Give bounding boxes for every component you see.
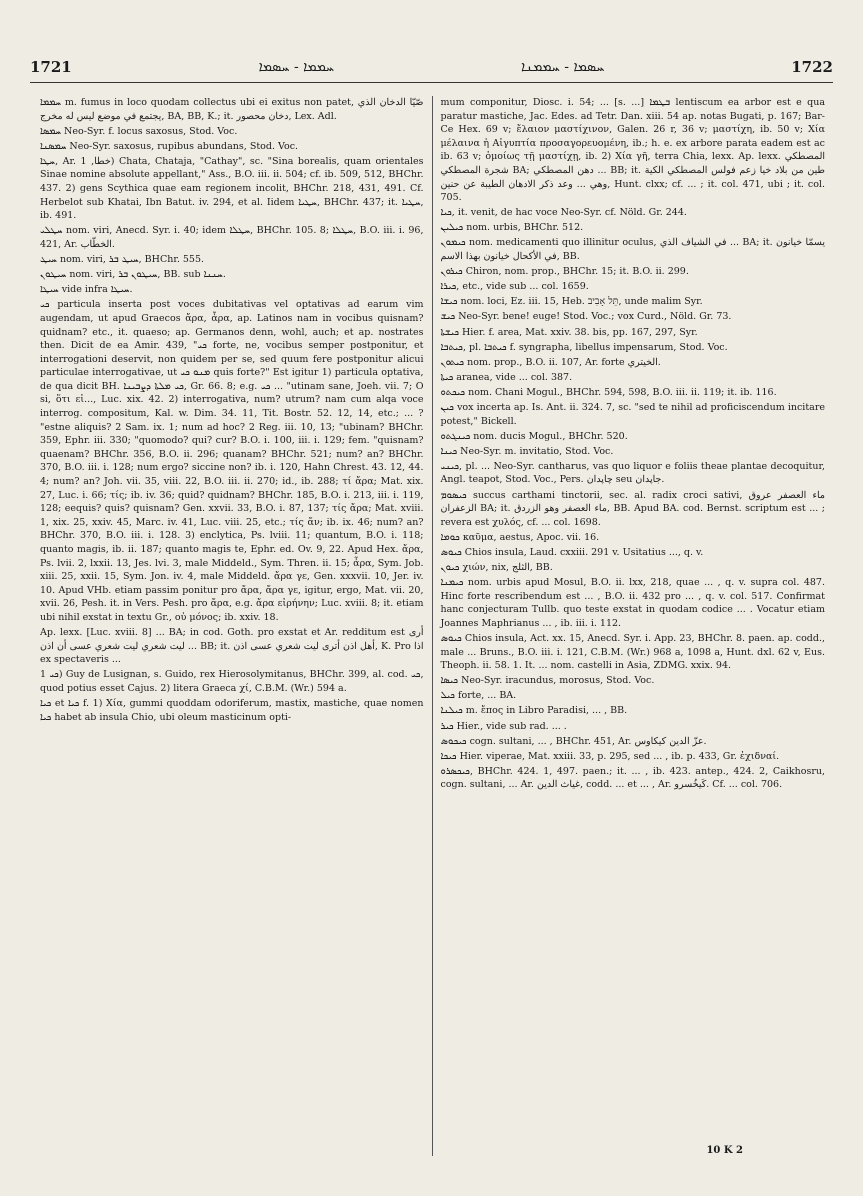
dictionary-entry: ܚܡܡܐ m. fumus in loco quodam collectus ubi ei exitus non patet, صّيّا الدخان الذي يجتمع في موضع ليس له مخرج, BA, BB, K.; it. دخان محصور, Lex. Adl. [40,97,424,122]
dictionary-entry: ܟܝܘܣ Chios insula, Laud. cxxiii. 291 v. Usitatius ..., q. v. [440,546,704,558]
dictionary-entry: ܟܝܠ forte, ... BA. [440,690,517,702]
dictionary-entry: ܟܝܢܝ, pl. ... Neo-Syr. cantharus, vas quo liquor e foliis theae plantae decoquitur, Angl. teapot, Stod. Voc., Pers. چاپدان seu جاپدان. [440,460,825,486]
dictionary-entry: ܟܝܟܬܘ nom. Chani Mogul., BHChr. 594, 598, B.O. iii. ii. 119; it. ib. 116. [440,386,777,398]
dictionary-entry: ܟܝܐ, it. venit, de hac voce Neo-Syr. cf. Nöld. Gr. 244. [440,207,687,219]
dictionary-entry: ܟܝܘܢ χιών, nix, الثلج, BB. [440,562,553,573]
dictionary-entry: ܟܝܟܘܣ cogn. sultani, ... , BHChr. 451, Ar. عزّ الدين كيكاوس. [440,735,707,747]
dictionary-entry: ܟܝܢܐ Neo-Syr. m. invitatio, Stod. Voc. [440,445,614,457]
dictionary-entry: ܟܝܠܢܐ m. ἔπος in Libro Paradisi, ... , BB. [440,705,628,717]
dictionary-entry: ܟܝܘܣ Chios insula, Act. xx. 15, Anecd. Syr. i. App. 23, BHChr. 8. paen. ap. codd., male ... Bruns., B.O. iii. i. 121, C.B.M. (Wr.) 968 a, 1098 a, Hunt. dxl. 62 v, Eus. Theoph. ii. 58. 1. It. ... nom. castelli in Asia, ZDMG. xxix. 94. [440,632,825,672]
columns [32,96,833,1156]
dictionary-entry: ܟܝܡܢܐ nom. urbis apud Mosul, B.O. ii. lxx, 218, quae ... , q. v. supra col. 487. Hinc forte rescribendum est ... , B.O. ii. 432 pro ... , q. v. col. 517. Confirmat hanc conjecturam Tullb. quo teste exstat in quodam codice ... . Vocatur etiam Joannes Maphrianus ... , ib. iii. i. 112. [440,577,825,629]
left-column [32,96,433,1156]
dictionary-entry: ܟܝܡܘܢ nom. medicamenti quo illinitur oculus, في الشياف الذي ... BA; it. يسمّا خيانون في الأكحال خيانون بهذا الاسم, BB. [440,237,825,263]
left-running-title: ܚܡܡܐ - ܚܣܡܐ [258,59,335,75]
dictionary-entry: ܟܝܟܐ Hier. viperae, Mat. xxiii. 33, p. 295, sed ... , ib. p. 433, Gr. ἐχιδναί. [440,750,780,762]
right-column [433,96,834,1156]
dictionary-entry: ܟܝܢ vox incerta ap. Is. Ant. ii. 324. 7, sc. "sed te nihil ad proficiscendum incitare potest," Bickell. [440,401,825,427]
dictionary-entry: Ap. lexx. [Luc. xviii. 8] ... BA; in cod. Goth. pro exstat et Ar. redditum est أرى ليت شعري ليت شعري عسى أن اذن ... BB; it. أهل اذن أترى ليت شعري عسى اذن, K. Pro اذا ex spectaveris ... [40,627,424,666]
dictionary-entry: ܟܝܢܓܬܘ nom. ducis Mogul., BHChr. 520. [440,430,628,442]
dictionary-entry: mum componitur, Diosc. i. 54; ... [s. ...] ܒܛܡܐ lentiscum ea arbor est e qua paratur mastiche, Jac. Edes. ad Tetr. Dan. xiii. 54 ap. notas Bugati, p. 167; Bar-Ce Hex. 69 v; ἔλαιον μαστίχινον, Galen. 26 r, 36 v; μαστίχη, ib. 50 v; Χία μέλαινα ἡ Αἰγυπτία προσαγορευομένη, ib.; h. e. ex arbore parata eadem est ac ib. 63 v; ὁμοίως τῇ μαστίχῃ, ib. 2) Χία γῆ, terra Chia, lexx. Ap. lexx. المصطكي شجرة المصطكي BA; دهن المصطكي ... BB; it. طين من بلاد خيا زعم فولس المصطكي الكية وهي ... وعد ذكر الادهان الطيبة عن حنين, Hunt. clxx; cf. ... ; it. col. 471, ubi ; it. col. 705. [440,97,825,204]
dictionary-entry: ܚܛܠܝ nom. viri, Anecd. Syr. i. 40; idem ܚܛܠܐ, BHChr. 105. 8; ܚܛܠܐ, B.O. iii. i. 96, 421, Ar. الخطّاب. [40,225,424,250]
right-page-number: 1722 [791,58,833,76]
dictionary-entry: ܟܝܠܝܢ nom. urbis, BHChr. 512. [440,222,584,234]
dictionary-entry: ܟܝܫ Neo-Syr. bene! euge! Stod. Voc.; vox Curd., Nöld. Gr. 73. [440,311,732,323]
dictionary-entry: ܟܝܫܐ nom. loci, Ez. iii. 15, Heb. תֵּל אָבִיב, unde malim Syr. [440,296,703,308]
dictionary-entry: ܟܝܬܐ aranea, vide ... col. 387. [440,371,573,383]
dictionary-entry: ܟܝܫܬܐ Hier. f. area, Mat. xxiv. 38. bis, pp. 167, 297, Syr. [440,326,698,338]
right-running-title: ܚܣܡܐ - ܚܡܡܢܐ [520,59,605,75]
dictionary-entry: ܚܝܛܐ vide infra ܚܝܛܐ. [40,284,133,296]
dictionary-entry: ܟܝܬܘܢ nom. prop., B.O. ii. 107, Ar. forte الخيتري. [440,356,661,368]
dictionary-entry: ܟܘܡܐ καῦμα, aestus, Apoc. vii. 16. [440,531,600,543]
dictionary-entry: ܟܝܪܘܢ Chiron, nom. prop., BHChr. 15; it. B.O. ii. 299. [440,266,689,278]
dictionary-entry: ܟܝܬܒܐ, pl. ܟܝܬܒܐ f. syngrapha, libellus impensarum, Stod. Voc. [440,341,728,353]
dictionary-entry: ܟܝܪܐ, etc., vide sub ... col. 1659. [440,281,589,293]
dictionary-entry: ܟܝ 1) Guy de Lusignan, s. Guido, rex Hierosolymitanus, BHChr. 399, al. cod. ܟܝ, quod potius esset Cajus. 2) litera Graeca χί, C.B.M. (Wr.) 594 a. [40,669,424,694]
dictionary-entry: ܟܝܣܐ Neo-Syr. iracundus, morosus, Stod. Voc. [440,675,655,687]
dictionary-entry: ܟܝܟܣܪܘ, BHChr. 424. 1, 497. paen.; it. ... , ib. 423. antep., 424. 2, Caikhosru, cogn. sultani, ... Ar. غياث الدين, codd. ... et ... , Ar. كَيخُسرو. Cf. ... col. 706. [440,765,825,791]
dictionary-entry: ܚܡܣܐ Neo-Syr. f. locus saxosus, Stod. Voc. [40,125,238,137]
dictionary-entry: ܚܡܣܢܐ Neo-Syr. saxosus, rupibus abundans, Stod. Voc. [40,140,299,152]
page-header [30,52,833,83]
left-page-number: 1721 [30,58,72,76]
dictionary-entry: ܚܝܛ nom. viri, ܚܝܛ ܒܪ, BHChr. 555. [40,254,205,266]
dictionary-entry: ܟܝܪ Hier., vide sub rad. ... . [440,720,567,732]
dictionary-entry: ܟܝܣܘܡ succus carthami tinctorii, sec. al. radix croci sativi, ماء العصفر عروق الزعفران BA; it. ماء العصفر وهو الزردق, BB. Apud BA. cod. Bernst. scriptum est ... ; revera est χυλός, cf. ... col. 1698. [440,489,826,528]
dictionary-entry: ܚܛܐ, Ar. خطا, 1) Chata, Chataja, "Cathay", sc. "Sina borealis, quam orientales Sinae nomine absolute appellant," Ass., B.O. iii. ii. 504; cf. ib. 509, 512, BHChr. 437. 2) gens Scythica quae eam regionem incolit, BHChr. 218, 431, 491. Cf. Herbelot sub Khatai, Ibn Batut. iv. 294, et al. Iidem ܚܛܝܐ, BHChr. 437; it. ܚܛܝܐ, ib. 491. [40,155,424,222]
signature-mark: 10 K 2 [706,1145,743,1156]
dictionary-entry: ܟܝ particula inserta post voces dubitativas vel optativas ad earum vim augendam, ut apud Graecos ἄρα, ἆρα, ap. Latinos nam in vocibus quisnam? quidnam? etc., it. quaeso; ap. Germanos denn, wohl, auch; et ap. nostrates then. Dicit de ea Amir. 439, "ܟܝ forte, ne, vocibus semper postponitur, et interrogationi deservit, non quidem per se, sed quum fere postponitur alicui particulae interrogativae, ut ܡܢܘ ܟܝ quis forte?" Est igitur 1) particula optativa, de qua dicit BH. ܟܝ ܡܠܬܐ ܕܨܒܝܢܐ, Gr. 66. 8; e.g. ܟܝ ... "utinam sane, Joeh. vii. 7; O si, ὅτι εἰ..., Luc. xix. 42. 2) interrogativa, num? utrum? nam cum alqa voce interrog. compositum, Kal. w. Dim. 34. 11, Tit. Bostr. 52. 12, 14, etc.; ... ? "estne aliquis? 2 Sam. ix. 1; num ad hoc? 2 Reg. iii. 10, 13; "ubinam? BHChr. 359, Ephr. iii. 330; "quomodo? qui? cur? B.O. i. 100, iii. i. 129; fem. "quisnam? quaenam? BHChr. 356, B.O. ii. 296; quanam? BHChr. 521; num? an? BHChr. 370, B.O. iii. i. 128; num ergo? siccine non? ib. i. 120, Hahn Chrest. 43. 12, 44. 4; num? an? Joh. vii. 35, viii. 22, B.O. iii. ii. 270; id., ib. 288; τί ἄρα; Mat. xix. 27, Luc. i. 66; τίς; ib. iv. 36; quid? quidnam? BHChr. 185, B.O. i. 213, iii. i. 119, 128; eequis? quis? quisnam? Gen. xxvii. 33, B.O. i. 87, 137; τίς ἄρα; Mat. xviii. 1, xix. 25, xxiv. 45, Marc. iv. 41, Luc. viii. 25, etc.; τίς ἄν; ib. ix. 46; num? an? BHChr. 370, B.O. iii. i. 128. 3) enclytica, Ps. lviii. 11; quantum, B.O. i. 118; quanto magis, ib. ii. 187; quanto magis te, Ephr. ed. Ov. 9, 22. Apud Hex. ἄρα, Ps. lvii. 2, lxxii. 13, Jes. lvi. 3, male Middeld., Sym. Thren. ii. 15; ἆρα, Sym. Job. xiii. 25, xxii. 15, Sym. Jon. iv. 4, male Middeld. ἄρα γε, Gen. xxxvii. 10, Jer. iv. 10. Apud VHb. etiam passim ponitur pro ἄρα, ἄρα γε, igitur, ergo, Mat. vii. 20, xvii. 26, Pesh. it. in Vers. Pesh. pro ἄρα, e.g. ἄρα εἰρήνην; Luc. xviii. 8; it. etiam ubi nihil exstat in textu Gr., οὐ μόνος; ib. xxiv. 18. [40,299,424,623]
dictionary-entry: ܟܝܐ et ܟܝܐ f. 1) Χία, gummi quoddam odoriferum, mastix, mastiche, quae nomen ܟܝܐ habet ab insula Chio, ubi oleum masticinum opti- [40,698,424,723]
dictionary-entry: ܚܝܛܘܢ nom. viri, ܚܝܛܘܢ ܒܪ, BB. sub ܚܢܢܐ. [40,269,226,281]
